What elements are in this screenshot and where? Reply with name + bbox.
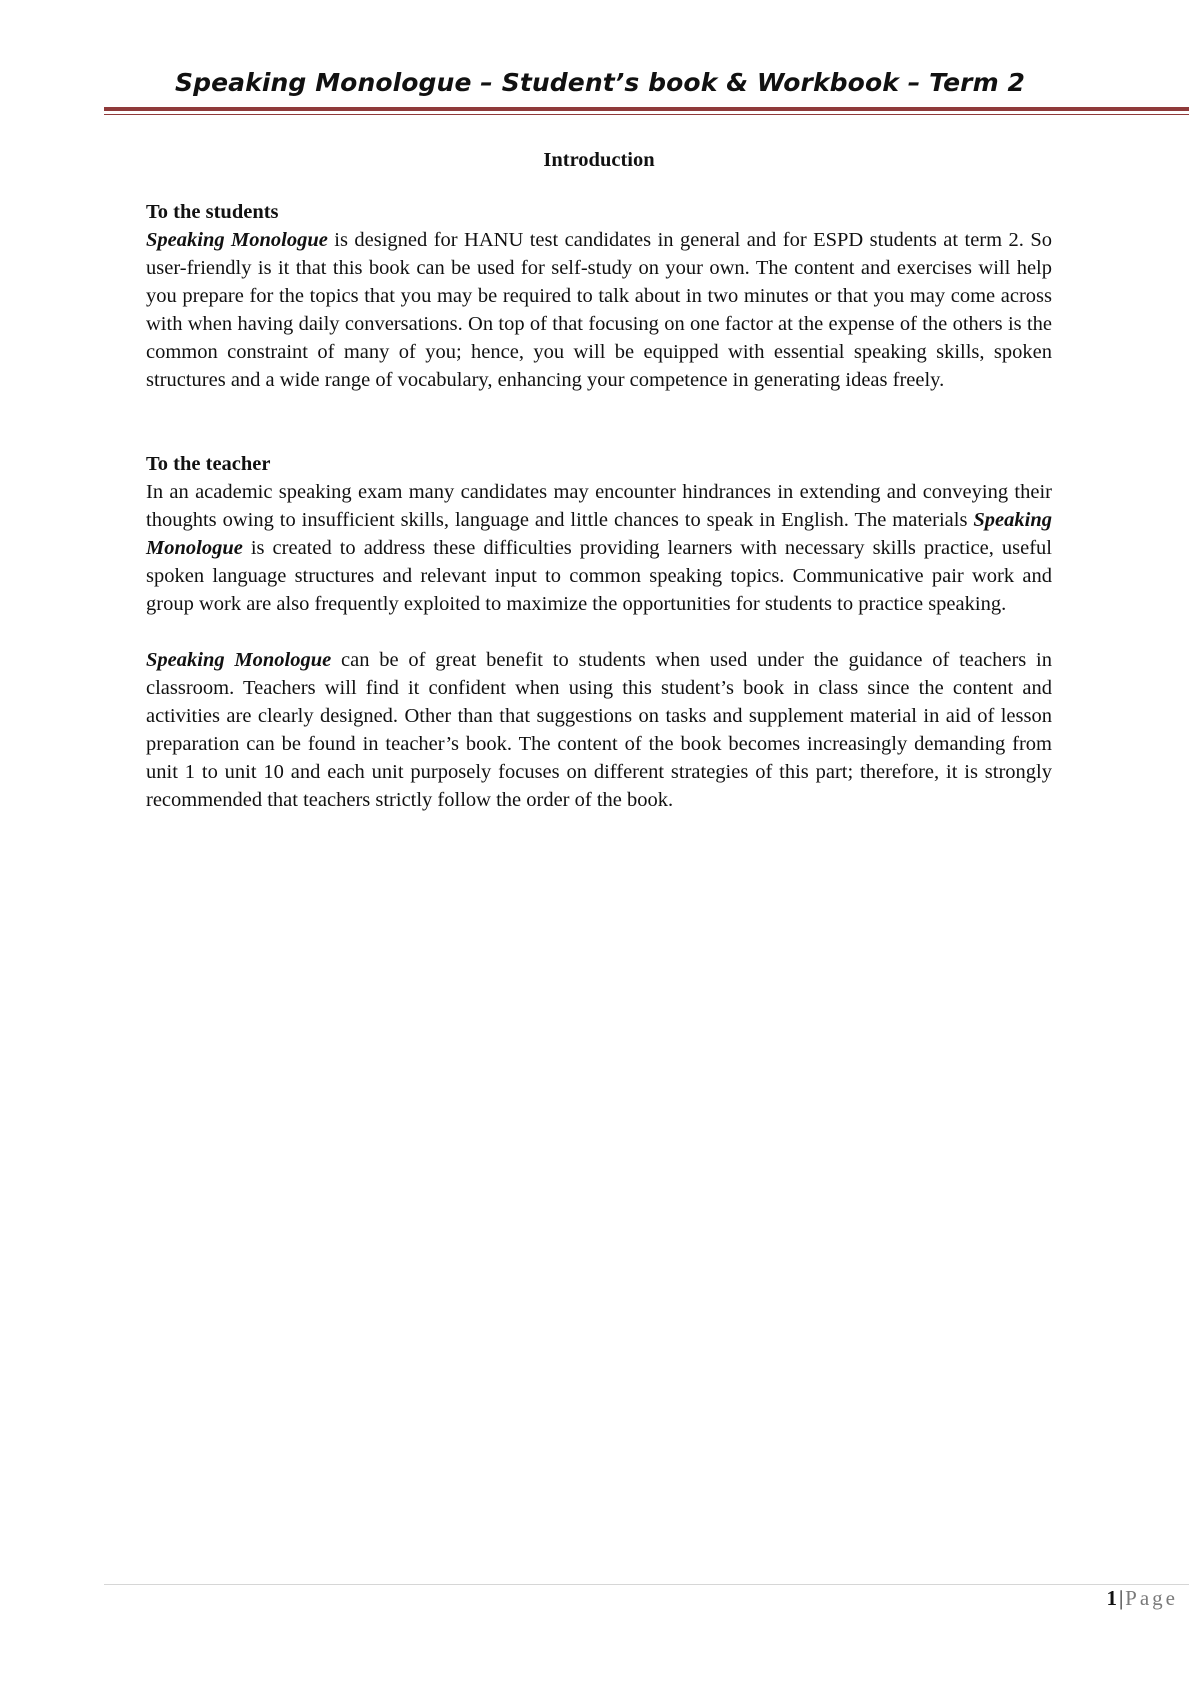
teacher-heading: To the teacher: [146, 453, 271, 475]
teacher-paragraph-2: [146, 646, 1052, 814]
page-footer: [1106, 1586, 1178, 1611]
book-title: Speaking Monologue: [146, 229, 328, 251]
teacher-p2-after: can be of great benefit to students when used under the guidance of teachers in classroom. Teachers will find it confident when using this student’s book in class since the content and activities are clearly designed. Other than that suggestions on tasks and supplement material in aid of lesson preparation can be found in teacher’s book. The content of the book becomes increasingly demanding from unit 1 to unit 10 and each unit purposely focuses on different strategies of this part; therefore, it is strongly recommended that teachers strictly follow the order of the book.: [146, 649, 1053, 811]
teacher-paragraph-1: [146, 478, 1052, 618]
header-rule-thin: [104, 114, 1189, 115]
page-number: 1: [1106, 1586, 1117, 1610]
footer-rule: [104, 1584, 1189, 1585]
page-content: [146, 146, 1052, 814]
book-title: Speaking Monologue: [146, 509, 1052, 559]
students-heading: To the students: [146, 201, 279, 223]
header-rule: [104, 107, 1189, 111]
spacer: [146, 394, 1052, 450]
book-title: Speaking Monologue: [146, 649, 332, 671]
page-label: Page: [1125, 1586, 1178, 1610]
section-title: Introduction: [543, 149, 655, 171]
teacher-p1-before: In an academic speaking exam many candidates may encounter hindrances in extending and conveying their thoughts owing to insufficient skills, language and little chances to speak in English. The materials: [146, 481, 1052, 531]
running-header: Speaking Monologue – Student’s book & Workbook – Term 2: [174, 68, 1026, 97]
teacher-p1-after: is created to address these difficulties providing learners with necessary skills practice, useful spoken language structures and relevant input to common speaking topics. Communicative pair work and group work are also frequently exploited to maximize the opportunities for students to practice speaking.: [146, 537, 1052, 615]
page-separator: |: [1118, 1586, 1124, 1610]
students-text: is designed for HANU test candidates in general and for ESPD students at term 2. So user-friendly is it that this book can be used for self-study on your own. The content and exercises will help you prepare for the topics that you may be required to talk about in two minutes or that you may come across with when having daily conversations. On top of that focusing on one factor at the expense of the others is the common constraint of many of you; hence, you will be equipped with essential speaking skills, spoken structures and a wide range of vocabulary, enhancing your competence in generating ideas freely.: [146, 229, 1052, 391]
students-paragraph: [146, 226, 1052, 394]
spacer: [146, 618, 1052, 646]
